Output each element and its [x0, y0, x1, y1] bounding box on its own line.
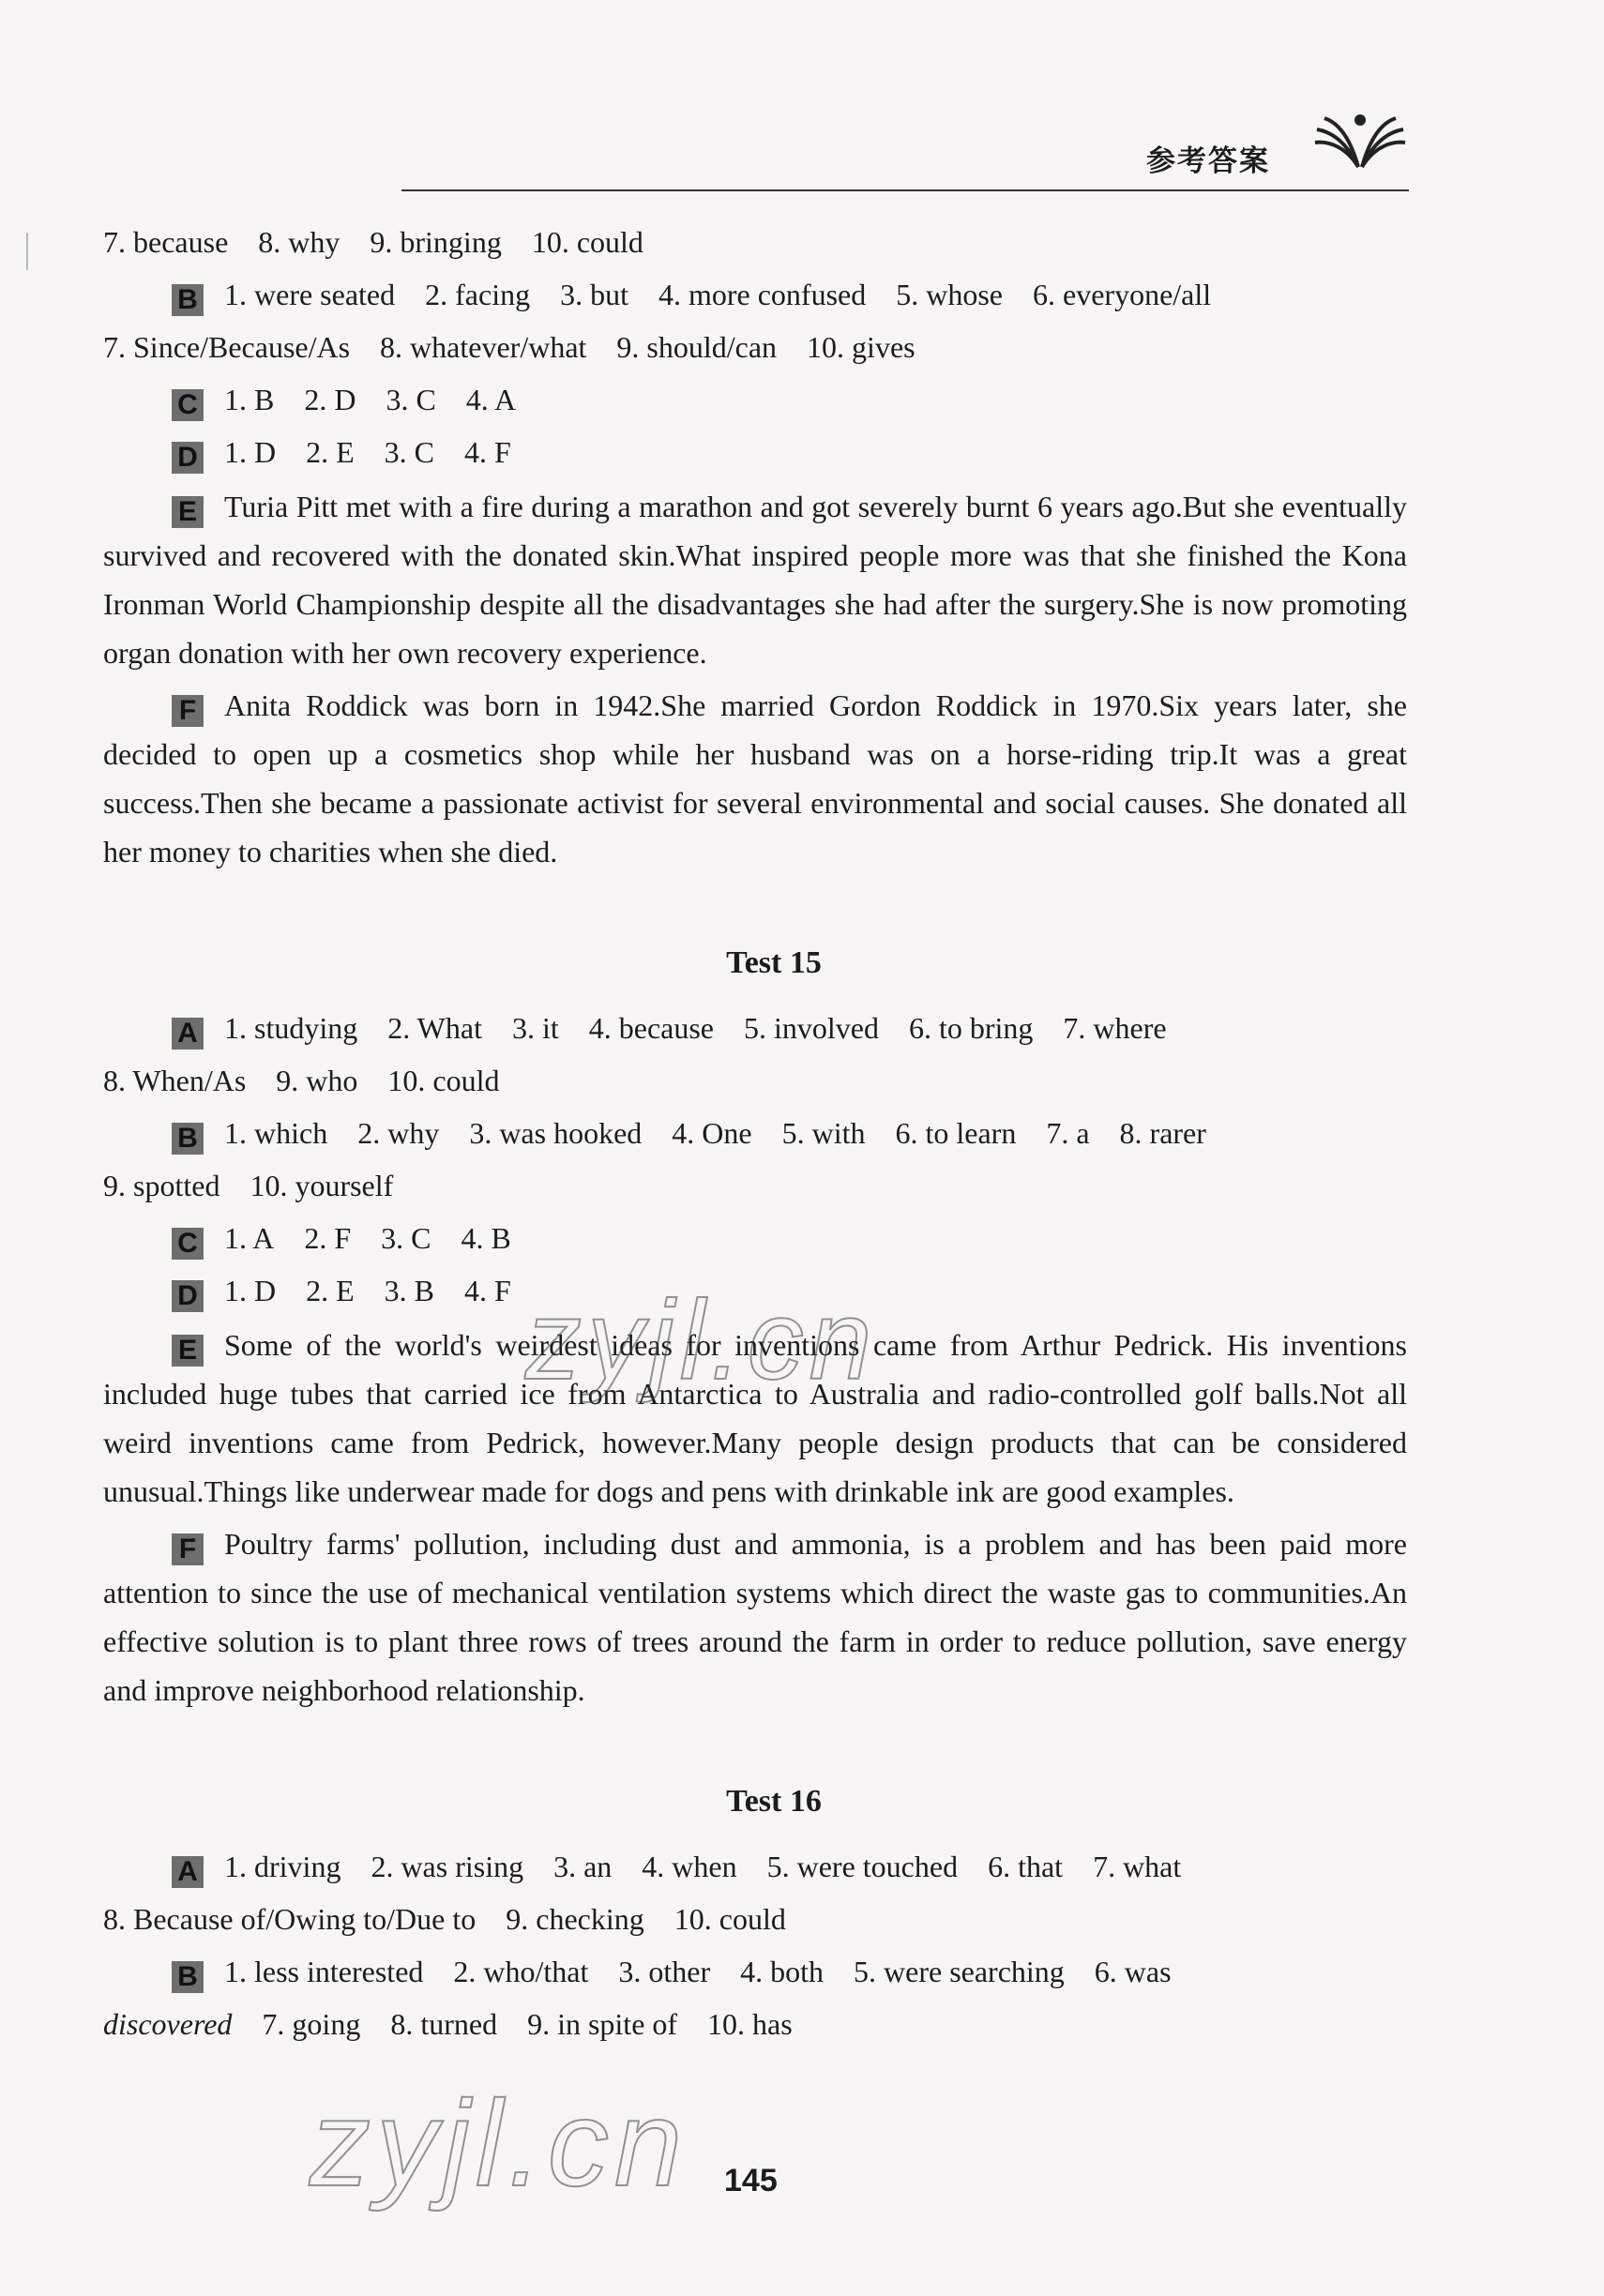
section-label-e: E: [172, 496, 204, 528]
answer-item: 9. bringing: [370, 225, 502, 259]
summary-text: Some of the world's weirdest ideas for inventions came from Arthur Pedrick. His inventions included huge tubes that carried ice from Antarctica to Australia and radio-controlled golf balls.Not all weird inventions came from Pedrick, however.Many people design products that can be considered unusual.Things like underwear made for dogs and pens with drinkable ink are good examples.: [103, 1328, 1407, 1508]
answer-item: 2. D: [304, 383, 356, 416]
t16-a-line2: [103, 1893, 1407, 1945]
t16-b-line1: [103, 1945, 1407, 1998]
answer-item: 4. both: [740, 1955, 825, 1988]
answer-item: 4. B: [461, 1221, 511, 1255]
answer-item: 2. What: [387, 1011, 482, 1045]
answer-item: 8. whatever/what: [380, 330, 587, 364]
test-16-title: Test 16: [726, 1784, 822, 1819]
answer-item: 3. C: [381, 1221, 431, 1255]
answer-item: 3. but: [560, 278, 628, 311]
watermark: zyjl.cn: [310, 2075, 689, 2212]
answer-item: 4. more confused: [658, 278, 867, 311]
answer-item: 4. because: [588, 1011, 714, 1045]
section-label-f: F: [172, 1533, 204, 1565]
answer-item: 6. that: [988, 1850, 1064, 1883]
answer-item: 3. C: [384, 435, 434, 469]
answer-item: 4. One: [672, 1116, 752, 1150]
answer-item: 6. to bring: [908, 1011, 1034, 1045]
section-label-a: A: [172, 1856, 204, 1888]
answer-item: 2. facing: [425, 278, 531, 311]
t15-b-line1: [103, 1107, 1407, 1159]
t15-a-line2: [103, 1054, 1407, 1107]
margin-mark: [26, 233, 28, 270]
answer-item: 6. everyone/all: [1033, 278, 1212, 311]
answer-item: 1. which: [224, 1116, 328, 1150]
section-label-b: B: [172, 284, 204, 316]
answer-item: 1. A: [224, 1221, 275, 1255]
answer-item: 5. with: [781, 1116, 866, 1150]
answer-item: 5. whose: [896, 278, 1003, 311]
answer-item: 10. could: [531, 225, 643, 259]
section-label-a: A: [172, 1018, 204, 1050]
answer-item: 8. turned: [390, 2007, 498, 2041]
answer-item: 5. were searching: [854, 1955, 1065, 1988]
section-label-b: B: [172, 1123, 204, 1155]
answer-item: 1. B: [224, 383, 275, 416]
t15-a-line1: [103, 1002, 1407, 1054]
answer-item: 8. Because of/Owing to/Due to: [103, 1902, 477, 1936]
header-title: 参考答案: [1146, 144, 1270, 178]
summary-text: Turia Pitt met with a fire during a marathon and got severely burnt 6 years ago.But she eventually survived and recovered with the donated skin.What inspired people more was that she finished the Kona Ironman World Championship despite all the disadvantages she had after the surgery.She is now promoting organ donation with her own recovery experience.: [103, 490, 1407, 670]
continuation-line: [103, 216, 1407, 268]
answer-item: 9. who: [276, 1064, 358, 1097]
answer-item: 4. F: [464, 1274, 511, 1307]
watermark: zyjl.cn: [525, 1277, 878, 1403]
answer-item: 2. F: [304, 1221, 352, 1255]
answer-item: 8. When/As: [103, 1064, 247, 1097]
section-label-b: B: [172, 1961, 204, 1993]
answer-item: 8. why: [258, 225, 340, 259]
answer-item: 3. an: [553, 1850, 613, 1883]
answer-item: 7. where: [1063, 1011, 1167, 1045]
answer-item: 3. it: [511, 1011, 559, 1045]
answer-item: 6. was: [1094, 1955, 1172, 1988]
t15-b-line2: [103, 1159, 1407, 1212]
t15-f-summary: [103, 1519, 1407, 1714]
page-number: 145: [724, 2163, 778, 2198]
answer-item: 10. gives: [807, 330, 915, 364]
summary-text: Anita Roddick was born in 1942.She married Gordon Roddick in 1970.Six years later, she decided to open up a cosmetics shop while her husband was on a horse-riding trip.It was a great success.Then she became a passionate activist for several environmental and social causes. She donated all her money to charities when she died.: [103, 688, 1407, 869]
answer-item: 3. B: [384, 1274, 434, 1307]
answer-item: 2. who/that: [453, 1955, 589, 1988]
summary-text: Poultry farms' pollution, including dust and ammonia, is a problem and has been paid more attention to since the use of mechanical ventilation systems which direct the waste gas to communities.An effective solution is to plant three rows of trees around the farm in order to reduce pollution, save energy and improve neighborhood relationship.: [103, 1527, 1407, 1707]
answer-item: 7. because: [103, 225, 229, 259]
answer-item: 1. were seated: [224, 278, 396, 311]
test-15-title: Test 15: [726, 945, 822, 980]
answer-item: 5. involved: [744, 1011, 879, 1045]
answer-item: 7. what: [1093, 1850, 1182, 1883]
section-label-e: E: [172, 1335, 204, 1367]
section-label-f: F: [172, 695, 204, 727]
answer-item: 6. to learn: [895, 1116, 1017, 1150]
answer-item: 10. has: [707, 2007, 793, 2041]
answer-item: 2. why: [357, 1116, 440, 1150]
answer-item: 9. in spite of: [527, 2007, 678, 2041]
answer-item: 2. E: [306, 435, 355, 469]
prev-c-line: [103, 373, 1407, 426]
answer-item: 5. were touched: [766, 1850, 959, 1883]
answer-item: 1. driving: [224, 1850, 341, 1883]
answer-item: 10. could: [673, 1902, 786, 1936]
section-label-d: D: [172, 1280, 204, 1312]
header-rule: [401, 189, 1409, 191]
answer-item: 9. checking: [506, 1902, 644, 1936]
answer-item: 10. yourself: [250, 1169, 394, 1202]
answer-item: 3. other: [618, 1955, 711, 1988]
answer-item: 4. F: [464, 435, 511, 469]
answer-item: 3. was hooked: [469, 1116, 643, 1150]
answer-item: 7. a: [1046, 1116, 1090, 1150]
section-label-c: C: [172, 389, 204, 421]
answer-item: 9. spotted: [103, 1169, 220, 1202]
answer-item: 8. rarer: [1119, 1116, 1206, 1150]
t16-a-line1: [103, 1840, 1407, 1893]
t16-b-line2: [103, 1998, 1407, 2050]
prev-f-summary: [103, 681, 1407, 876]
answer-item: discovered: [103, 2007, 233, 2041]
prev-b-line1: [103, 268, 1407, 321]
answer-item: 2. was rising: [371, 1850, 524, 1883]
answer-item: 1. D: [224, 1274, 277, 1307]
answer-item: 2. E: [306, 1274, 355, 1307]
answer-item: 7. going: [262, 2007, 361, 2041]
prev-e-summary: [103, 482, 1407, 677]
answer-item: 10. could: [387, 1064, 500, 1097]
book-logo-icon: [1311, 111, 1409, 176]
answer-item: 1. studying: [224, 1011, 358, 1045]
answer-item: 3. C: [386, 383, 436, 416]
prev-b-line2: [103, 321, 1407, 373]
section-label-d: D: [172, 442, 204, 474]
answer-item: 7. Since/Because/As: [103, 330, 351, 364]
section-label-c: C: [172, 1228, 204, 1260]
answer-item: 1. less interested: [224, 1955, 424, 1988]
answer-item: 9. should/can: [616, 330, 778, 364]
prev-d-line: [103, 426, 1407, 478]
answer-item: 4. A: [465, 383, 517, 416]
t15-c-line: [103, 1212, 1407, 1264]
answer-item: 4. when: [642, 1850, 737, 1883]
answer-item: 1. D: [224, 435, 277, 469]
answer-content: [103, 216, 1407, 2050]
